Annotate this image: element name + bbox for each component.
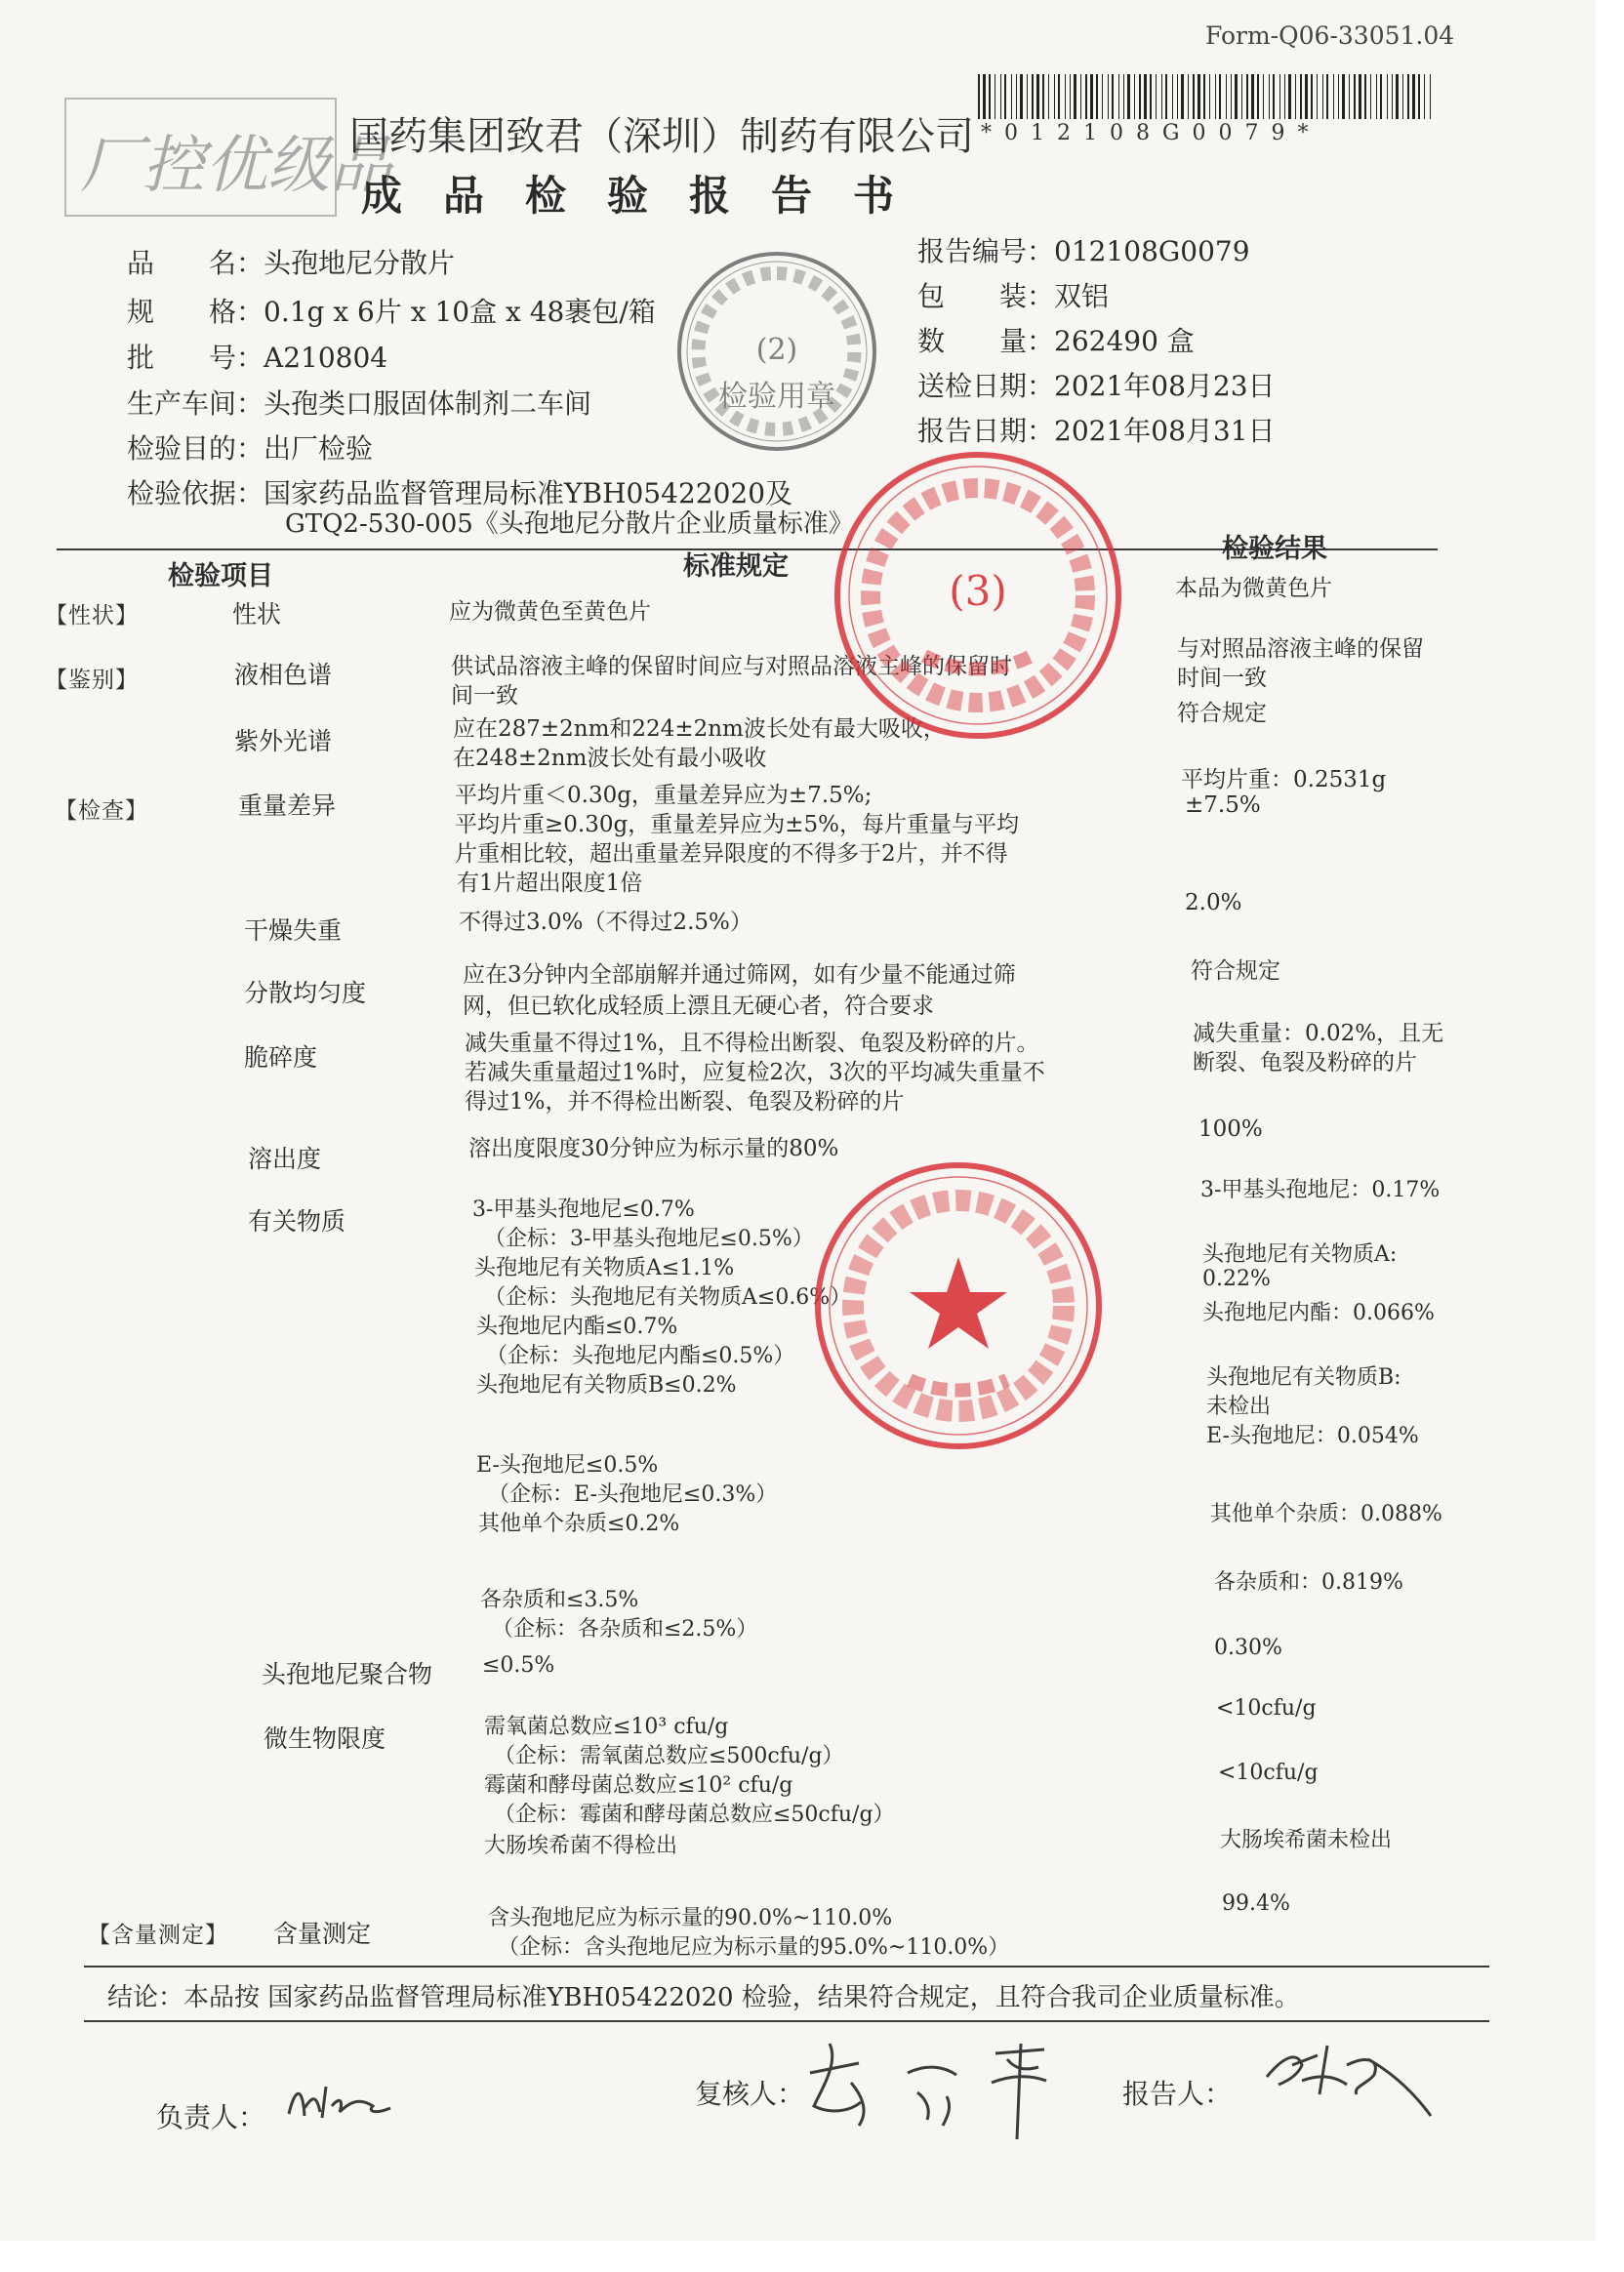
standard-line: 片重相比较，超出重量差异限度的不得多于2片，并不得 [455, 841, 1008, 867]
svg-text:检验用章: 检验用章 [718, 380, 835, 414]
standard-line: 其他单个杂质≤0.2% [478, 1512, 680, 1536]
form-code: Form-Q06-33051.04 [1205, 21, 1455, 50]
barcode-bar [1144, 74, 1147, 119]
company-seal-star [812, 1159, 1105, 1452]
barcode-bar [1407, 74, 1409, 119]
barcode-bar [1209, 74, 1210, 119]
barcode-bar [1246, 74, 1248, 119]
barcode-bar [1364, 74, 1366, 119]
item-name: 性状 [232, 600, 282, 629]
reviewer-signature [800, 2024, 1113, 2151]
barcode-bar [1123, 74, 1124, 119]
result-line: 断裂、龟裂及粉碎的片 [1193, 1050, 1417, 1075]
barcode-bar [1402, 74, 1403, 119]
barcode-bar [1161, 74, 1162, 119]
standard-line: （企标：各杂质和≤2.5%） [492, 1617, 758, 1642]
standard-line: 霉菌和酵母菌总数应≤10² cfu/g [484, 1773, 793, 1798]
standard-line: 头孢地尼有关物质A≤1.1% [474, 1256, 735, 1280]
result-line: 99.4% [1222, 1891, 1290, 1916]
barcode-bar [1354, 74, 1356, 119]
result-line: 时间一致 [1177, 666, 1267, 691]
barcode-bar [1127, 74, 1130, 119]
barcode-bar [1036, 74, 1039, 119]
barcode-bar [1065, 74, 1066, 119]
barcode-bar [1118, 74, 1119, 119]
info-report-no: 报告编号：012108G0079 [917, 235, 1250, 267]
barcode-bar [1193, 74, 1195, 119]
barcode-bar [1085, 74, 1087, 119]
inspection-seal-2 [675, 250, 878, 453]
barcode-bar [1418, 74, 1420, 119]
standard-line: E-头孢地尼≤0.5% [476, 1453, 659, 1478]
barcode-bar [1412, 74, 1415, 119]
standard-line: 需氧菌总数应≤10³ cfu/g [484, 1715, 729, 1739]
standard-line: 平均片重≥0.30g，重量差异应为±5%，每片重量与平均 [455, 812, 1019, 837]
barcode-bar [1380, 74, 1382, 119]
header-standard: 标准规定 [683, 551, 789, 582]
standard-line: 应为微黄色至黄色片 [449, 599, 651, 625]
standard-line: 溶出度限度30分钟应为标示量的80% [468, 1136, 839, 1161]
barcode-bar [1273, 74, 1275, 119]
barcode-bar [1139, 74, 1141, 119]
barcode-bar [1198, 74, 1200, 119]
category-identification: 【鉴别】 [45, 668, 139, 693]
result-line: 平均片重：0.2531g [1181, 767, 1387, 792]
standard-line: 平均片重＜0.30g，重量差异应为±7.5%; [455, 783, 873, 808]
standard-line: 减失重量不得过1%，且不得检出断裂、龟裂及粉碎的片。 [465, 1031, 1039, 1056]
barcode-bar [1177, 74, 1178, 119]
result-line: 未检出 [1206, 1395, 1272, 1419]
standard-line: 大肠埃希菌不得检出 [484, 1834, 678, 1858]
result-line: 头孢地尼内酯：0.066% [1202, 1301, 1435, 1325]
standard-line: 若减失重量超过1%时，应复检2次，3次的平均减失重量不 [465, 1060, 1045, 1085]
barcode-bar [1342, 74, 1345, 119]
result-line: 头孢地尼有关物质B: [1206, 1365, 1401, 1390]
barcode-bar [1279, 74, 1280, 119]
item-name: 有关物质 [248, 1207, 346, 1236]
info-name: 品 名：头孢地尼分散片 [127, 247, 456, 279]
info-workshop: 生产车间：头孢类口服固体制剂二车间 [127, 387, 592, 420]
barcode-bar [1387, 74, 1388, 119]
barcode-bar [1108, 74, 1109, 119]
barcode-bar [1054, 74, 1055, 119]
barcode-bar [1326, 74, 1328, 119]
company-seal-3 [832, 449, 1124, 742]
standard-line: 应在3分钟内全部崩解并通过筛网，如有少量不能通过筛 [463, 962, 1016, 988]
barcode-bar [1090, 74, 1093, 119]
barcode-bar [1263, 74, 1264, 119]
standard-line: （企标：头孢地尼有关物质A≤0.6%） [484, 1285, 852, 1310]
barcode-bar [1102, 74, 1103, 119]
standard-line: 3-甲基头孢地尼≤0.7% [472, 1197, 695, 1222]
barcode-bar [1349, 74, 1350, 119]
result-line: 0.22% [1202, 1267, 1271, 1291]
barcode-bar [1134, 74, 1135, 119]
svg-text:(3): (3) [949, 567, 1007, 615]
barcode-bar [1150, 74, 1152, 119]
item-name: 紫外光谱 [234, 727, 333, 755]
barcode-bar [1322, 74, 1323, 119]
standard-line: 头孢地尼有关物质B≤0.2% [476, 1373, 737, 1398]
result-line: 0.30% [1214, 1636, 1282, 1660]
barcode-bar [1011, 74, 1012, 119]
barcode-bar [1156, 74, 1157, 119]
standard-line: 含头孢地尼应为标示量的90.0%~110.0% [488, 1906, 893, 1930]
info-batch: 批 号：A210804 [127, 342, 388, 374]
header-result: 检验结果 [1222, 534, 1327, 564]
barcode-bar [1042, 74, 1044, 119]
info-package: 包 装：双铝 [917, 280, 1110, 312]
company-name: 国药集团致君（深圳）制药有限公司 [349, 114, 974, 159]
barcode-bar [1181, 74, 1184, 119]
standard-line: 供试品溶液主峰的保留时间应与对照品溶液主峰的保留时 [451, 654, 1012, 679]
result-line: 符合规定 [1191, 958, 1280, 984]
barcode-text: * 0 1 2 1 0 8 G 0 0 7 9 * [981, 121, 1312, 145]
barcode-bar [1424, 74, 1425, 119]
result-line: 其他单个杂质：0.088% [1210, 1502, 1442, 1526]
barcode-bar [1226, 74, 1227, 119]
barcode-bar [1048, 74, 1049, 119]
barcode-bar [1305, 74, 1308, 119]
info-submit-date: 送检日期：2021年08月23日 [917, 370, 1276, 402]
info-report-date: 报告日期：2021年08月31日 [917, 415, 1276, 447]
rule-conclusion-top [84, 1966, 1489, 1968]
standard-line: 不得过3.0%（不得过2.5%） [459, 910, 752, 935]
grade-stamp-box [64, 98, 392, 217]
item-name: 分散均匀度 [244, 979, 367, 1007]
barcode-bar [1074, 74, 1076, 119]
standard-line: （企标：含头孢地尼应为标示量的95.0%~110.0%） [498, 1935, 1010, 1960]
barcode-bar [1027, 74, 1028, 119]
rule-conclusion-bottom [84, 2020, 1489, 2022]
standard-line: 得过1%，并不得检出断裂、龟裂及粉碎的片 [465, 1089, 905, 1115]
result-line: 与对照品溶液主峰的保留 [1177, 636, 1424, 662]
info-basis-line2: GTQ2-530-005《头孢地尼分散片企业质量标准》 [285, 509, 854, 539]
barcode-bar [983, 74, 986, 119]
barcode-bar [1392, 74, 1393, 119]
info-purpose: 检验目的：出厂检验 [127, 432, 374, 465]
barcode-bar [1269, 74, 1270, 119]
barcode-bar [1317, 74, 1318, 119]
barcode-bar [1219, 74, 1221, 119]
reporter-signature [1259, 2036, 1444, 2124]
result-line: 减失重量：0.02%，且无 [1193, 1021, 1444, 1046]
result-line: 100% [1198, 1116, 1263, 1142]
result-line: 2.0% [1185, 890, 1242, 915]
item-name: 重量差异 [238, 791, 337, 820]
barcode-bar [1096, 74, 1098, 119]
item-name: 干燥失重 [244, 916, 343, 945]
header-item: 检验项目 [168, 561, 273, 591]
barcode-bar [1172, 74, 1173, 119]
barcode-bar [1284, 74, 1285, 119]
result-line: 各杂质和：0.819% [1214, 1570, 1403, 1595]
result-line: 本品为微黄色片 [1175, 576, 1332, 601]
info-spec: 规 格：0.1g x 6片 x 10盒 x 48裹包/箱 [127, 296, 656, 328]
barcode-bar [1295, 74, 1296, 119]
result-line: <10cfu/g [1218, 1761, 1319, 1785]
category-assay: 【含量测定】 [88, 1923, 228, 1948]
barcode-bar [1165, 74, 1167, 119]
barcode-bar [1338, 74, 1339, 119]
standard-line: （企标：3-甲基头孢地尼≤0.5%） [484, 1227, 814, 1251]
conclusion-text: 结论：本品按 国家药品监督管理局标准YBH05422020 检验，结果符合规定，且符合我司企业质量标准。 [107, 1983, 1300, 2012]
result-line: 符合规定 [1177, 701, 1267, 726]
standard-line: （企标：E-头孢地尼≤0.3%） [488, 1482, 778, 1507]
standard-line: （企标：需氧菌总数应≤500cfu/g） [494, 1744, 844, 1768]
result-line: ±7.5% [1185, 792, 1261, 818]
barcode-bar [1430, 74, 1431, 119]
barcode-bar [1000, 74, 1001, 119]
standard-line: 各杂质和≤3.5% [480, 1588, 639, 1612]
grade-stamp-text: 厂控优级品 [80, 130, 392, 202]
item-name: 溶出度 [248, 1145, 322, 1173]
barcode-bar [1370, 74, 1371, 119]
result-line: 大肠埃希菌未检出 [1220, 1828, 1393, 1852]
barcode-bar [1231, 74, 1232, 119]
barcode-bar [1288, 74, 1291, 119]
standard-line: 头孢地尼内酯≤0.7% [476, 1315, 678, 1339]
reviewer-label: 复核人： [695, 2078, 805, 2110]
barcode-bar [1016, 74, 1017, 119]
standard-line: 有1片超出限度1倍 [457, 871, 643, 896]
reporter-label: 报告人： [1122, 2078, 1233, 2110]
barcode-bar [1058, 74, 1060, 119]
category-appearance: 【性状】 [45, 603, 139, 629]
item-name: 含量测定 [273, 1920, 372, 1948]
item-name: 微生物限度 [264, 1724, 386, 1753]
standard-line: 应在287±2nm和224±2nm波长处有最大吸收， [453, 716, 946, 742]
item-name: 脆碎度 [244, 1043, 318, 1072]
barcode-bar [1257, 74, 1259, 119]
standard-line: （企标：霉菌和酵母菌总数应≤50cfu/g） [494, 1803, 895, 1827]
responsible-label: 负责人： [156, 2101, 266, 2133]
barcode-bar [1203, 74, 1205, 119]
barcode-bar [1311, 74, 1313, 119]
item-name: 头孢地尼聚合物 [262, 1660, 433, 1688]
category-tests: 【检查】 [55, 798, 148, 824]
responsible-signature [283, 2067, 400, 2135]
barcode-bar [1376, 74, 1377, 119]
info-quantity: 数 量：262490 盒 [917, 325, 1195, 357]
barcode-bar [978, 74, 980, 119]
result-line: E-头孢地尼：0.054% [1206, 1424, 1419, 1448]
barcode-bar [1396, 74, 1399, 119]
svg-text:(2): (2) [755, 333, 798, 367]
barcode-bar [1080, 74, 1081, 119]
standard-line: 间一致 [451, 683, 518, 709]
result-line: 3-甲基头孢地尼：0.17% [1200, 1178, 1441, 1202]
barcode-bar [1070, 74, 1071, 119]
barcode-bar [1020, 74, 1023, 119]
barcode-bar [1333, 74, 1334, 119]
barcode-bar [1251, 74, 1254, 119]
standard-line: ≤0.5% [482, 1653, 555, 1678]
standard-line: （企标：头孢地尼内酯≤0.5%） [486, 1344, 795, 1368]
standard-line: 在248±2nm波长处有最小吸收 [453, 746, 767, 771]
barcode-bar [1004, 74, 1006, 119]
barcode-bar [1112, 74, 1114, 119]
item-name: 液相色谱 [234, 661, 333, 689]
barcode-bar [1241, 74, 1242, 119]
barcode-bar [1032, 74, 1034, 119]
barcode-bar [1300, 74, 1302, 119]
barcode-bar [1235, 74, 1238, 119]
result-line: <10cfu/g [1216, 1696, 1317, 1721]
result-line: 头孢地尼有关物质A: [1202, 1242, 1398, 1267]
info-basis: 检验依据：国家药品监督管理局标准YBH05422020及 [127, 477, 793, 509]
barcode-bar [1359, 74, 1361, 119]
barcode-bar [989, 74, 991, 119]
barcode-bar [1215, 74, 1216, 119]
barcode-bar [1188, 74, 1189, 119]
report-title: 成 品 检 验 报 告 书 [361, 172, 895, 220]
standard-line: 网，但已软化成轻质上漂且无硬心者，符合要求 [463, 994, 934, 1019]
